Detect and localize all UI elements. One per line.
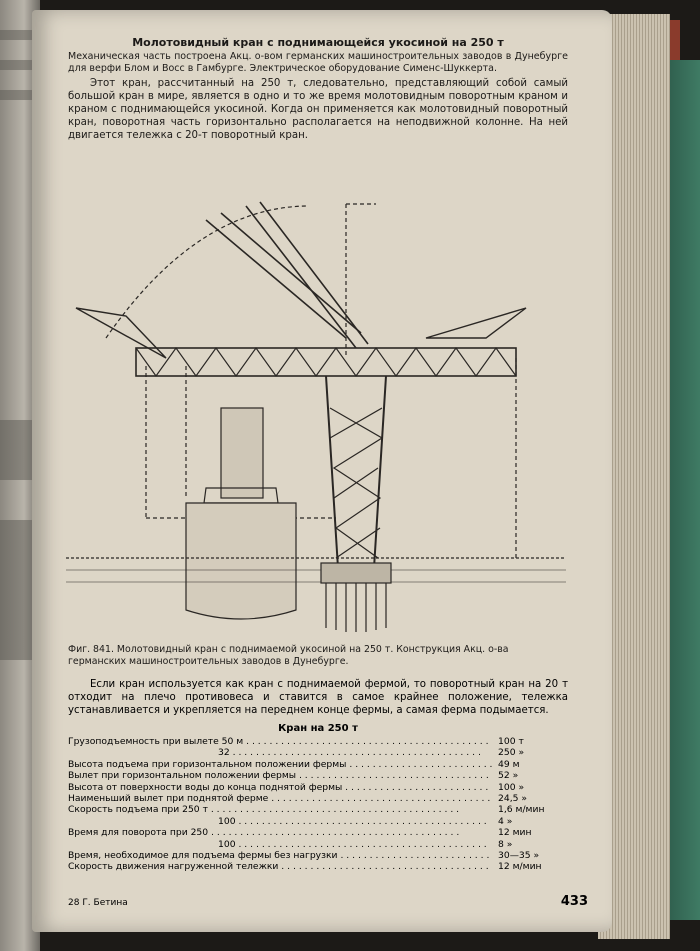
spec-label: 100 . . . [68, 816, 492, 827]
spec-label: Время, необходимое для подъема фермы без нагрузки . . . [68, 850, 492, 861]
spec-row [68, 804, 568, 815]
spec-value: 30—35 » [492, 850, 568, 861]
spec-row [68, 747, 568, 758]
spec-label: Вылет при горизонтальном положении фермы . . . [68, 770, 492, 781]
spec-label: Скорость подъема при 250 т . . . [68, 804, 492, 815]
spec-row [68, 782, 568, 793]
spec-value: 4 » [492, 816, 568, 827]
spec-value: 250 » [492, 747, 568, 758]
spec-label: Скорость движения нагруженной тележки . . . [68, 861, 492, 872]
spec-row [68, 861, 568, 872]
spec-row [68, 816, 568, 827]
spec-label: Высота подъема при горизонтальном положении фермы . . . [68, 759, 492, 770]
spec-value: 12 м/мин [492, 861, 568, 872]
page-text-bottom [68, 678, 568, 873]
spec-title: Кран на 250 т [278, 723, 358, 734]
figure-caption: Фиг. 841. Молотовидный кран с поднимаемой укосиной на 250 т. Конструкция Акц. о-ва германских машиностроительных заводов в Дунебурге. [68, 644, 509, 667]
intro-text: Механическая часть построена Акц. о-вом германских машиностроительных заводов в Дунебурге для верфи Блом и Восс в Гамбурге. Электрическое оборудование Сименс-Шуккерта. [68, 51, 568, 74]
spec-table [68, 736, 568, 873]
spec-value: 100 т [492, 736, 568, 747]
spec-value: 1,6 м/мин [492, 804, 568, 815]
spec-row [68, 736, 568, 747]
spec-label: Грузоподъемность при вылете 50 м . . . [68, 736, 492, 747]
spec-row [68, 759, 568, 770]
spec-row [68, 850, 568, 861]
spec-label: Время для поворота при 250 . . . [68, 827, 492, 838]
book-page [32, 10, 612, 932]
page-footer [68, 894, 588, 909]
spec-value: 52 » [492, 770, 568, 781]
spec-label: Наименьший вылет при поднятой ферме . . . [68, 793, 492, 804]
signature-mark: 28 Г. Бетина [68, 898, 128, 908]
spec-row [68, 770, 568, 781]
spec-row [68, 827, 568, 838]
page-text-top [68, 36, 568, 144]
page-number: 433 [560, 894, 588, 909]
spec-value: 8 » [492, 839, 568, 850]
paragraph-1: Этот кран, рассчитанный на 250 т, следовательно, представляющий собой самый большой кран в мире, является в одно и то же время молотовидным поворотным краном и краном с поднимающейся укосиной. Когда он применяется как молотовидный поворотный кран, поворотная часть горизонтально располагается на неподвижной колонне. На ней двигается тележка с 20-т поворотный кран. [68, 78, 568, 141]
spec-value: 49 м [492, 759, 568, 770]
spec-label: 100 . . . [68, 839, 492, 850]
spec-label: 32 . . . [68, 747, 492, 758]
spec-value: 24,5 » [492, 793, 568, 804]
spec-value: 12 мин [492, 827, 568, 838]
spec-value: 100 » [492, 782, 568, 793]
crane-illustration [46, 198, 566, 644]
spec-label: Высота от поверхности воды до конца поднятой фермы . . . [68, 782, 492, 793]
spec-row [68, 793, 568, 804]
paragraph-2: Если кран используется как кран с поднимаемой фермой, то поворотный кран на 20 т отходит на плечо противовеса и ставится в самое крайнее положение, тележка устанавливается и укрепляется на переднем конце фермы, а самая ферма подымается. [68, 679, 568, 716]
section-title: Молотовидный кран с поднимающейся укосиной на 250 т [132, 36, 504, 49]
spec-row [68, 839, 568, 850]
